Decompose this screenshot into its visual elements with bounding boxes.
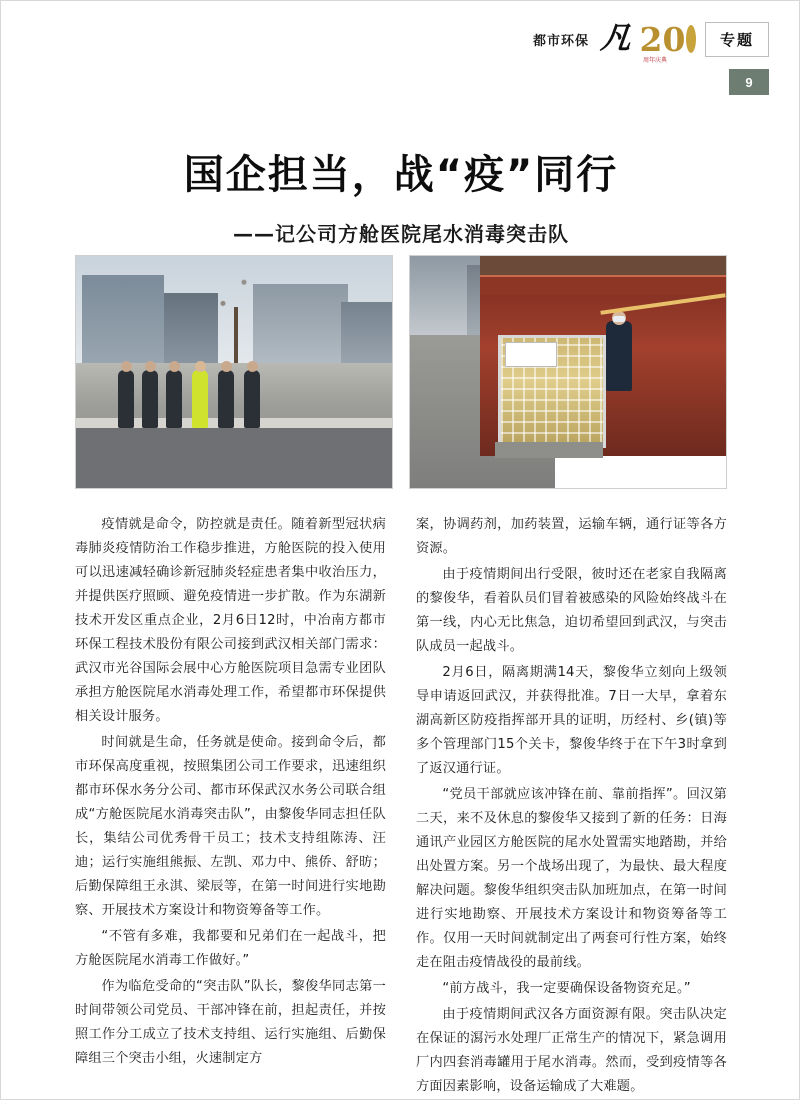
photo1-person-3 <box>166 370 182 428</box>
photo-site-survey <box>75 255 393 489</box>
photo2-worker <box>606 321 632 391</box>
paragraph: 案，协调药剂，加药装置，运输车辆，通行证等各方资源。 <box>416 517 727 556</box>
anniversary-caption: 周年庆典 <box>642 58 667 64</box>
photo1-person-2 <box>142 370 158 428</box>
page-subtitle: ——记公司方舱医院尾水消毒突击队 <box>233 222 569 246</box>
photo1-road <box>76 428 392 488</box>
photo-row <box>75 255 727 489</box>
paragraph: “不管有多难，我都要和兄弟们在一起战斗，把方舱医院尾水消毒工作做好。” <box>75 929 386 968</box>
article-body <box>75 513 727 1101</box>
page-number-badge: 9 <box>729 69 769 95</box>
anniversary-logo <box>639 19 695 64</box>
paragraph: 疫情就是命令，防控就是责任。随着新型冠状病毒肺炎疫情防治工作稳步推进，方舱医院的投入使用可以迅速减轻确诊新冠肺炎轻症患者集中收治压力，并提供医疗照顾、避免疫情进一步扩散。作为东湖新技术开发区重点企业，2月6日12时，中冶南方都市环保工程技术股份有限公司接到武汉相关部门需求：武汉市光谷国际会展中心方舱医院项目急需专业团队承担方舱医院尾水消毒处理工作，希望都市环保提供相关设计服务。 <box>75 517 386 724</box>
photo1-person-1 <box>118 370 134 428</box>
section-tab: 专题 <box>705 22 769 57</box>
photo2-worker-mask <box>613 316 625 322</box>
photo1-person-vest <box>192 370 208 428</box>
photo1-person-4 <box>218 370 234 428</box>
photo2-truck-rail <box>480 275 726 296</box>
paragraph: 由于疫情期间武汉各方面资源有限。突击队决定在保证的㵼污水处理厂正常生产的情况下，紧急调用厂内四套消毒罐用于尾水消毒。然而，受到疫情等各方面因素影响，设备运输成了大难题。 <box>416 1007 727 1094</box>
photo-truck-tank <box>409 255 727 489</box>
photo2-pallet <box>495 442 602 458</box>
paragraph: 作为临危受命的“突击队”队长，黎俊华同志第一时间带领公司党员、干部冲锋在前，担起责任，并按照工作分工成立了技术支持组、运行实施组、后勤保障组三个突击小组，火速制定方 <box>75 979 386 1066</box>
paragraph: 由于疫情期间出行受限，彼时还在老家自我隔离的黎俊华，看着队员们冒着被感染的风险始终战斗在第一线，内心无比焦急，迫切希望回到武汉，与突击队成员一起战斗。 <box>416 567 727 654</box>
paragraph: 时间就是生命，任务就是使命。接到命令后，都市环保高度重视，按照集团公司工作要求，迅速组织都市环保水务分公司、都市环保武汉水务公司联合组成“方舱医院尾水消毒突击队”，由黎俊华同志担任队长，集结公司优秀骨干员工；技术支持组陈涛、汪迪；运行实施组熊振、左凯、邓力中、熊侨、舒昉；后勤保障组王永淇、梁辰等，在第一时间进行实地勘察、开展技术方案设计和物资筹备等工作。 <box>75 735 386 918</box>
paragraph: “前方战斗，我一定要确保设备物资充足。” <box>442 981 691 996</box>
masthead-brand-name: 都市环保 <box>531 29 591 50</box>
column-right <box>416 513 727 1101</box>
page-title: 国企担当，战“疫”同行 <box>183 152 619 198</box>
masthead <box>531 19 769 64</box>
column-left <box>75 513 386 1101</box>
title-block <box>1 143 800 247</box>
photo1-building-a <box>82 275 164 368</box>
photo1-building-d <box>341 302 392 367</box>
paragraph: 2月6日，隔离期满14天，黎俊华立刻向上级领导申请返回武汉，并获得批准。7日一大早，拿着东湖高新区防疫指挥部开具的证明，历经村、乡(镇)等多个管理部门15个关卡，黎俊华终于在下午3时拿到了返汉通行证。 <box>416 665 727 776</box>
photo1-person-5 <box>244 370 260 428</box>
masthead-brush-glyph: 凡 <box>599 21 633 56</box>
paragraph: “党员干部就应该冲锋在前、靠前指挥”。回汉第二天，来不及休息的黎俊华又接到了新的任务：日海通讯产业园区方舱医院的尾水处置需实地踏勘，并给出处置方案。另一个战场出现了，为最快、最大程度解决问题。黎俊华组织突击队加班加点，在第一时间进行实地勘察、开展技术方案设计和物资筹备等工作。仅用一天时间就制定出了两套可行性方案，始终走在阻击疫情战役的最前线。 <box>416 787 727 970</box>
anniversary-number: 20 <box>639 19 686 59</box>
photo2-tank-label <box>505 342 558 367</box>
anniversary-ring-icon <box>686 25 696 53</box>
